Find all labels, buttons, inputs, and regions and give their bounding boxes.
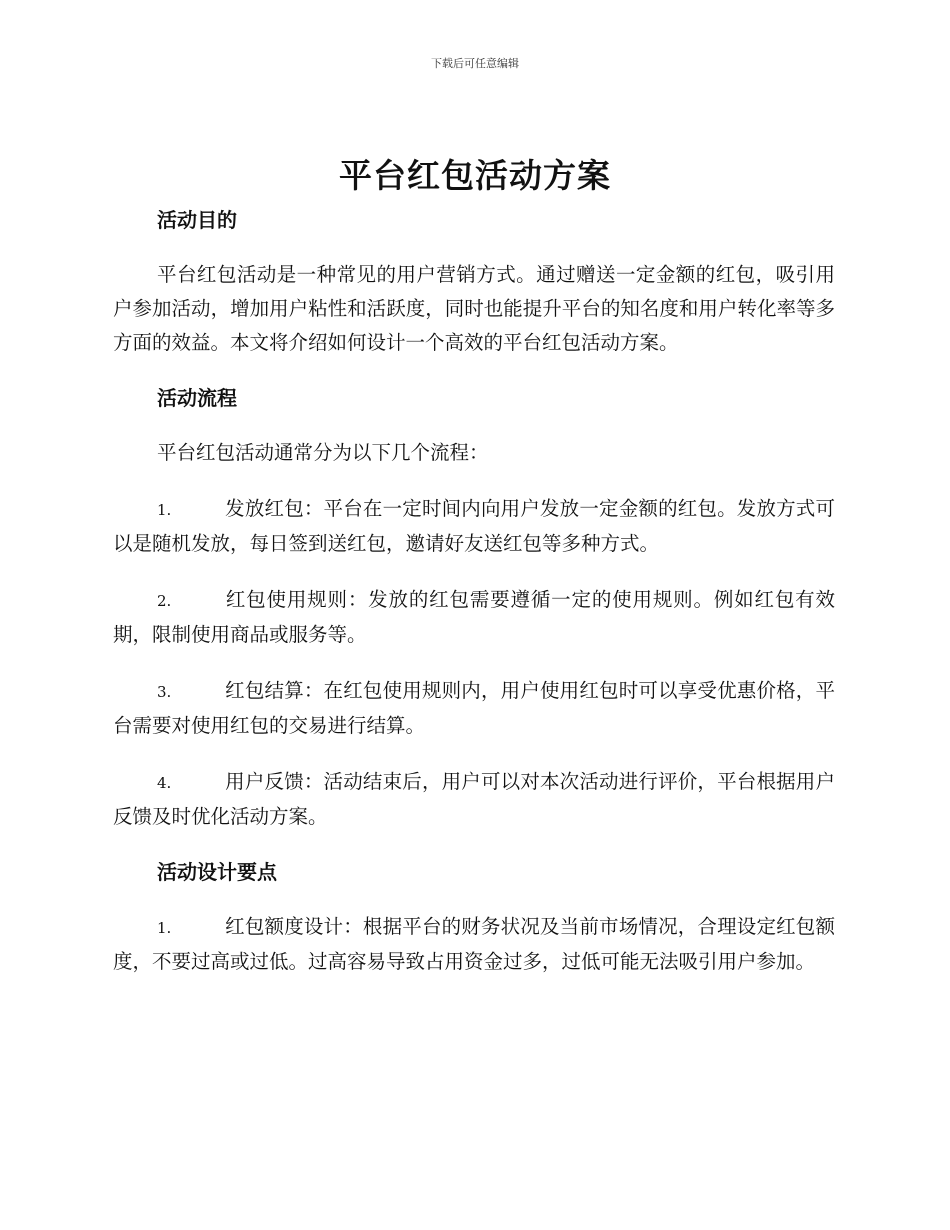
list-item <box>113 492 835 561</box>
list-item-number: 2. <box>157 592 172 610</box>
list-item-text: 红包结算：在红包使用规则内，用户使用红包时可以享受优惠价格，平台需要对使用红包的交易进行结算。 <box>113 679 835 737</box>
list-item <box>113 910 835 979</box>
header-note: 下载后可任意编辑 <box>431 57 519 70</box>
list-item <box>113 583 835 652</box>
section-heading-design: 活动设计要点 <box>157 860 277 884</box>
list-item-number: 4. <box>157 774 172 792</box>
list-item-text: 红包额度设计：根据平台的财务状况及当前市场情况，合理设定红包额度，不要过高或过低。过高容易导致占用资金过多，过低可能无法吸引用户参加。 <box>113 915 835 973</box>
list-item <box>113 765 835 834</box>
list-item-text: 发放红包：平台在一定时间内向用户发放一定金额的红包。发放方式可以是随机发放，每日签到送红包，邀请好友送红包等多种方式。 <box>113 497 835 555</box>
process-intro: 平台红包活动通常分为以下几个流程： <box>157 441 489 464</box>
list-item-text: 红包使用规则：发放的红包需要遵循一定的使用规则。例如红包有效期，限制使用商品或服务等。 <box>113 588 835 646</box>
document-title: 平台红包活动方案 <box>339 156 611 195</box>
section-heading-process: 活动流程 <box>157 386 237 410</box>
list-item-number: 1. <box>157 919 172 937</box>
document-body <box>113 204 835 979</box>
list-item-number: 3. <box>157 683 172 701</box>
purpose-paragraph: 平台红包活动是一种常见的用户营销方式。通过赠送一定金额的红包，吸引用户参加活动，增加用户粘性和活跃度，同时也能提升平台的知名度和用户转化率等多方面的效益。本文将介绍如何设计一个高效的平台红包活动方案。 <box>113 263 835 354</box>
section-heading-purpose: 活动目的 <box>157 208 237 232</box>
list-item <box>113 674 835 743</box>
list-item-number: 1. <box>157 501 172 519</box>
list-item-text: 用户反馈：活动结束后，用户可以对本次活动进行评价，平台根据用户反馈及时优化活动方案。 <box>113 770 835 828</box>
